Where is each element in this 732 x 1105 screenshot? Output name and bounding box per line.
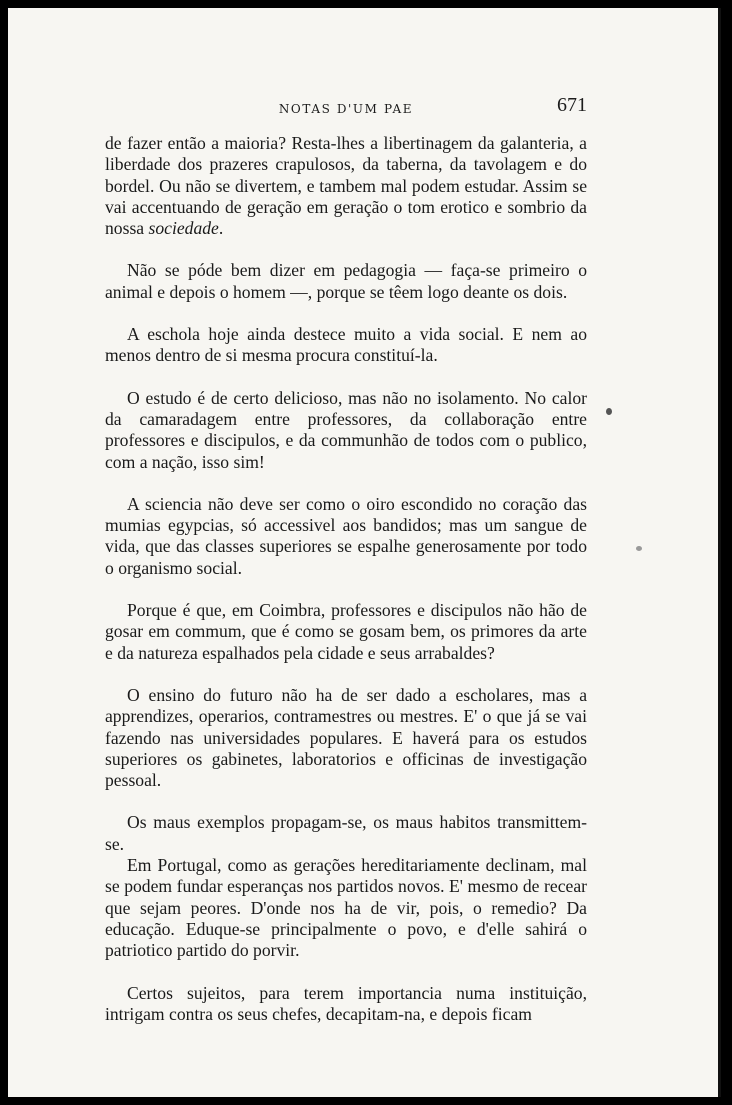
ink-speck [606, 408, 612, 415]
paragraph: A eschola hoje ainda destece muito a vida social. E nem ao menos dentro de si mesma procura constituí-la. [105, 324, 587, 366]
paragraph: de fazer então a maioria? Resta-lhes a libertinagem da galanteria, a liberdade dos prazeres crapulosos, da taberna, da tavolagem e do bordel. Ou não se divertem, e tambem mal podem estudar. Assim se vai accentuando de geração em geração o tom erotico e sombrio da nossa sociedade. [105, 133, 587, 239]
paragraph: Certos sujeitos, para terem importancia numa instituição, intrigam contra os seus chefes, decapitam-na, e depois ficam [105, 982, 587, 1024]
paragraph: Os maus exemplos propagam-se, os maus habitos transmittem-se. [105, 812, 587, 854]
paragraph: Não se póde bem dizer em pedagogia — faça-se primeiro o animal e depois o homem —, porque se têem logo deante os dois. [105, 260, 587, 302]
emphasis-word: sociedade [148, 218, 219, 239]
paragraph: Porque é que, em Coimbra, professores e discipulos não hão de gosar em commum, que é como se gosam bem, os primores da arte e da natureza espalhados pela cidade e seus arrabaldes? [105, 600, 587, 663]
book-page [8, 8, 721, 1097]
paragraph: A sciencia não deve ser como o oiro escondido no coração das mumias egypcias, só accessivel aos bandidos; mas um sangue de vida, que das classes superiores se espalhe generosamente por todo o organismo social. [105, 493, 587, 578]
paragraph: Em Portugal, como as gerações hereditariamente declinam, mal se podem fundar esperanças nos partidos novos. E' mesmo de recear que sejam peores. D'onde nos ha de vir, pois, o remedio? Da educação. Eduque-se principalmente o povo, e d'elle sahirá o patriotico partido do porvir. [105, 855, 587, 961]
ink-speck [636, 546, 642, 551]
page-number: 671 [557, 94, 587, 116]
running-title: NOTAS D'UM PAE [278, 102, 414, 116]
paragraph: O estudo é de certo delicioso, mas não no isolamento. No calor da camaradagem entre professores, da collaboração entre professores e discipulos, e da communhão de todos com o publico, com a nação, isso sim! [105, 387, 587, 472]
page-header [105, 96, 587, 124]
page-body [105, 133, 587, 1046]
paragraph: O ensino do futuro não ha de ser dado a escholares, mas a apprendizes, operarios, contramestres ou mestres. E' o que já se vai fazendo nas universidades populares. E haverá para os estudos superiores os gabinetes, laboratorios e officinas de investigação pessoal. [105, 684, 587, 791]
